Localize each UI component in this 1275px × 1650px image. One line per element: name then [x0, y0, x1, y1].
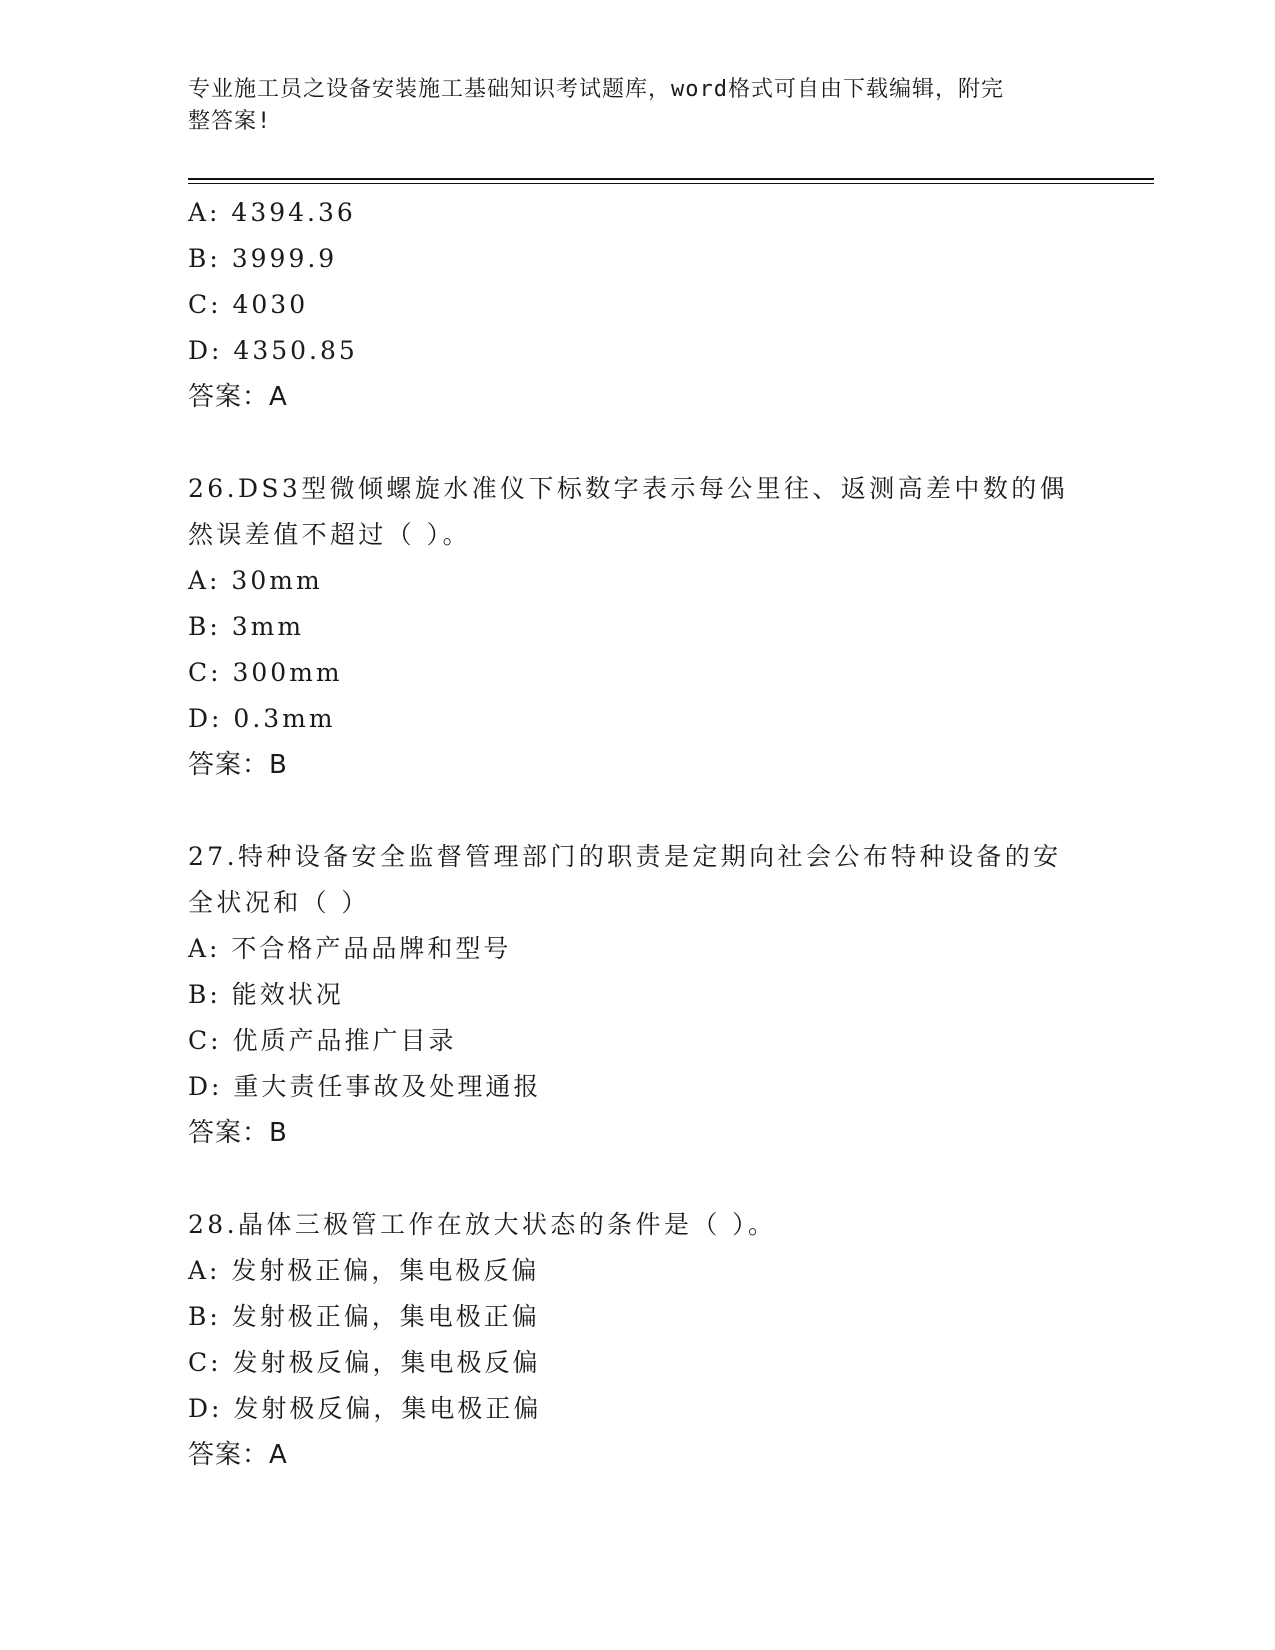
- header-line-2: 整答案!: [188, 109, 272, 134]
- option-d: D: 0.3mm: [188, 704, 336, 733]
- question-text: 28.晶体三极管工作在放大状态的条件是（ ）。: [188, 1210, 777, 1239]
- option-b: B: 3mm: [188, 612, 305, 641]
- option-c: C: 发射极反偏，集电极反偏: [188, 1348, 541, 1377]
- question-text: 26.DS3型微倾螺旋水准仪下标数字表示每公里往、返测高差中数的偶然误差值不超过（ ）。: [188, 474, 1069, 549]
- option-a: A: 30mm: [188, 566, 323, 595]
- question-25: [188, 190, 1088, 420]
- answer: 答案：B: [188, 1118, 288, 1148]
- question-list: [188, 190, 1088, 1478]
- question-text: 27.特种设备安全监督管理部门的职责是定期向社会公布特种设备的安全状况和（ ）: [188, 842, 1062, 917]
- answer: 答案：B: [188, 750, 288, 780]
- document-header: [188, 74, 1068, 138]
- answer: 答案：A: [188, 382, 288, 412]
- option-a: A: 4394.36: [188, 198, 356, 227]
- question-26: [188, 466, 1088, 788]
- header-rule-thick: [188, 178, 1154, 180]
- option-d: D: 4350.85: [188, 336, 358, 365]
- header-rule-thin: [188, 183, 1154, 184]
- option-d: D: 重大责任事故及处理通报: [188, 1072, 542, 1101]
- option-b: B: 发射极正偏，集电极正偏: [188, 1302, 540, 1331]
- option-b: B: 3999.9: [188, 244, 338, 273]
- answer: 答案：A: [188, 1440, 288, 1470]
- option-c: C: 300mm: [188, 658, 343, 687]
- option-b: B: 能效状况: [188, 980, 344, 1009]
- option-a: A: 发射极正偏，集电极反偏: [188, 1256, 540, 1285]
- option-c: C: 4030: [188, 290, 309, 319]
- question-28: [188, 1202, 1088, 1478]
- header-line-1: 专业施工员之设备安装施工基础知识考试题库，word格式可自由下载编辑，附完: [188, 77, 1004, 102]
- option-c: C: 优质产品推广目录: [188, 1026, 457, 1055]
- question-27: [188, 834, 1088, 1156]
- option-a: A: 不合格产品品牌和型号: [188, 934, 512, 963]
- option-d: D: 发射极反偏，集电极正偏: [188, 1394, 542, 1423]
